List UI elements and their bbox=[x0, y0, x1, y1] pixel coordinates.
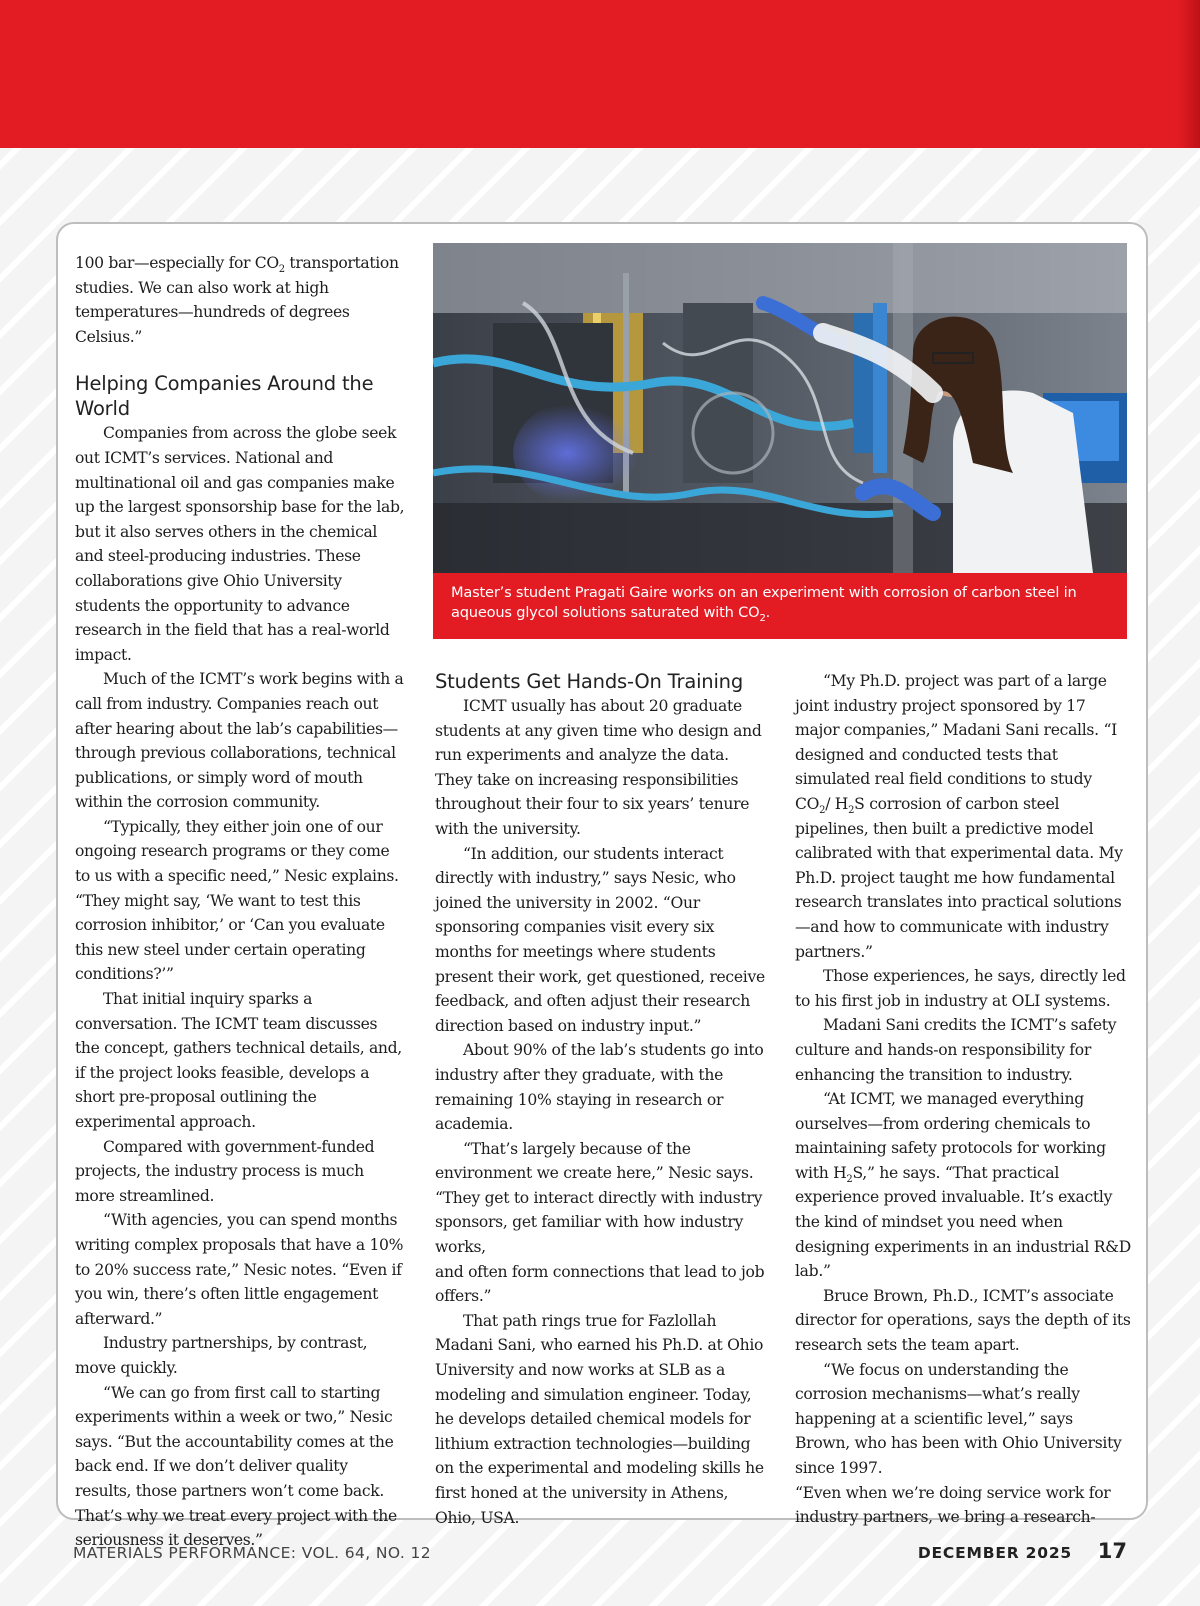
paragraph: “Typically, they either join one of our ongoing research programs or they come to us with a specific need,” Nesic explains. bbox=[75, 817, 399, 886]
paragraph: “That’s largely because of the environment we create here,” Nesic says. “They get to interact directly with industry sponsors, get familiar with how industry works, bbox=[435, 1139, 763, 1257]
paragraph: ICMT usually has about 20 graduate students at any given time who design and run experiments and analyze the data. They take on increasing responsibilities throughout their four to six years’ tenure with the university. bbox=[435, 697, 762, 838]
text-column-1 bbox=[75, 251, 405, 1553]
photo-caption: Master’s student Pragati Gaire works on an experiment with corrosion of carbon steel in aqueous glycol solutions saturated with $CO_2$. bbox=[433, 573, 1127, 639]
paragraph: Much of the ICMT’s work begins with a call from industry. Companies reach out after hearing about the lab’s capabilities—through previous collaborations, technical publications, or simply word of mouth within the corrosion community. bbox=[75, 670, 404, 812]
article-panel bbox=[56, 222, 1148, 1550]
paragraph: Those experiences, he says, directly led to his first job in industry at OLI systems. bbox=[795, 967, 1126, 1010]
paragraph: and often form connections that lead to job offers.” bbox=[435, 1262, 765, 1306]
text-column-2 bbox=[435, 669, 765, 1530]
paragraph: “They might say, ‘We want to test this corrosion inhibitor,’ or ‘Can you evaluate this new steel under certain operating conditions?’” bbox=[75, 891, 385, 984]
section-heading-students-training: Students Get Hands-On Training bbox=[435, 670, 744, 693]
paragraph: 100 bar—especially for $CO_2$ transportation studies. We can also work at high temperatures—hundreds of degrees Celsius.” bbox=[75, 254, 399, 346]
paragraph: About 90% of the lab’s students go into industry after they graduate, with the remaining 10% staying in research or academia. bbox=[435, 1041, 764, 1134]
paragraph: Bruce Brown, Ph.D., ICMT’s associate director for operations, says the depth of its research sets the team apart. bbox=[795, 1286, 1131, 1355]
footer-publication: MATERIALS PERFORMANCE: VOL. 64, NO. 12 bbox=[73, 1544, 432, 1562]
paragraph: “In addition, our students interact directly with industry,” says Nesic, who joined the university in 2002. “Our sponsoring companies visit every six months for meetings where students present their work, get questioned, receive feedback, and often adjust their research direction based on industry input.” bbox=[435, 844, 765, 1035]
footer-date: DECEMBER 2025 bbox=[917, 1544, 1072, 1562]
paragraph: That path rings true for Fazlollah Madani Sani, who earned his Ph.D. at Ohio University and now works at SLB as a modeling and simulation engineer. Today, he develops detailed chemical models for lithium extraction technologies—building on the experimental and modeling skills he first honed at the university in Athens, Ohio, USA. bbox=[435, 1311, 764, 1527]
paragraph: “With agencies, you can spend months writing complex proposals that have a 10% to 20% success rate,” Nesic notes. “Even if you win, there’s often little engagement afterward.” bbox=[75, 1211, 404, 1328]
paragraph: “My Ph.D. project was part of a large joint industry project sponsored by 17 major companies,” Madani Sani recalls. “I designed and conducted tests that simulated real field conditions to study $CO_2/$ $H_2S$ corrosion of carbon steel pipelines, then built a predictive model calibrated with that experimental data. My Ph.D. project taught me how fundamental research translates into practical solutions—and how to communicate with industry partners.” bbox=[795, 672, 1123, 961]
paragraph: Madani Sani credits the ICMT’s safety culture and hands-on responsibility for enhancing the transition to industry. bbox=[795, 1016, 1117, 1084]
paragraph: That initial inquiry sparks a conversation. The ICMT team discusses the concept, gathers technical details, and, if the project looks feasible, develops a short pre-proposal outlining the experimental approach. bbox=[75, 990, 402, 1131]
section-heading-helping-companies: Helping Companies Around the World bbox=[75, 372, 374, 421]
paragraph: “We focus on understanding the corrosion mechanisms—what’s really happening at a scientific level,” says Brown, who has been with Ohio University since 1997. bbox=[795, 1360, 1122, 1477]
paragraph: “We can go from first call to starting experiments within a week or two,” Nesic says. “But the accountability comes at the back end. If we don’t deliver quality results, those partners won’t come back. That’s why we treat every project with the seriousness it deserves.” bbox=[75, 1383, 397, 1550]
top-red-band bbox=[0, 0, 1200, 148]
page-number: 17 bbox=[1097, 1539, 1127, 1563]
text-column-3 bbox=[795, 669, 1131, 1530]
lab-photo-illustration bbox=[433, 243, 1127, 573]
paragraph: “At ICMT, we managed everything ourselves—from ordering chemicals to maintaining safety protocols for working with $H_2S$,” he says. “That practical experience proved invaluable. It’s exactly the kind of mindset you need when designing experiments in an industrial R&D lab.” bbox=[795, 1090, 1131, 1281]
top-band-edge-shadow bbox=[1178, 0, 1200, 148]
paragraph: Industry partnerships, by contrast, move quickly. bbox=[75, 1334, 368, 1377]
lab-photo bbox=[433, 243, 1127, 573]
paragraph: Compared with government-funded projects, the industry process is much more streamlined. bbox=[75, 1137, 375, 1205]
paragraph: Companies from across the globe seek out ICMT’s services. National and multinational oil and gas companies make up the largest sponsorship base for the lab, but it also serves others in the chemical and steel-producing industries. These collaborations give Ohio University students the opportunity to advance research in the field that has a real-world impact. bbox=[75, 424, 405, 664]
paragraph: “Even when we’re doing service work for industry partners, we bring a research- bbox=[795, 1483, 1111, 1527]
